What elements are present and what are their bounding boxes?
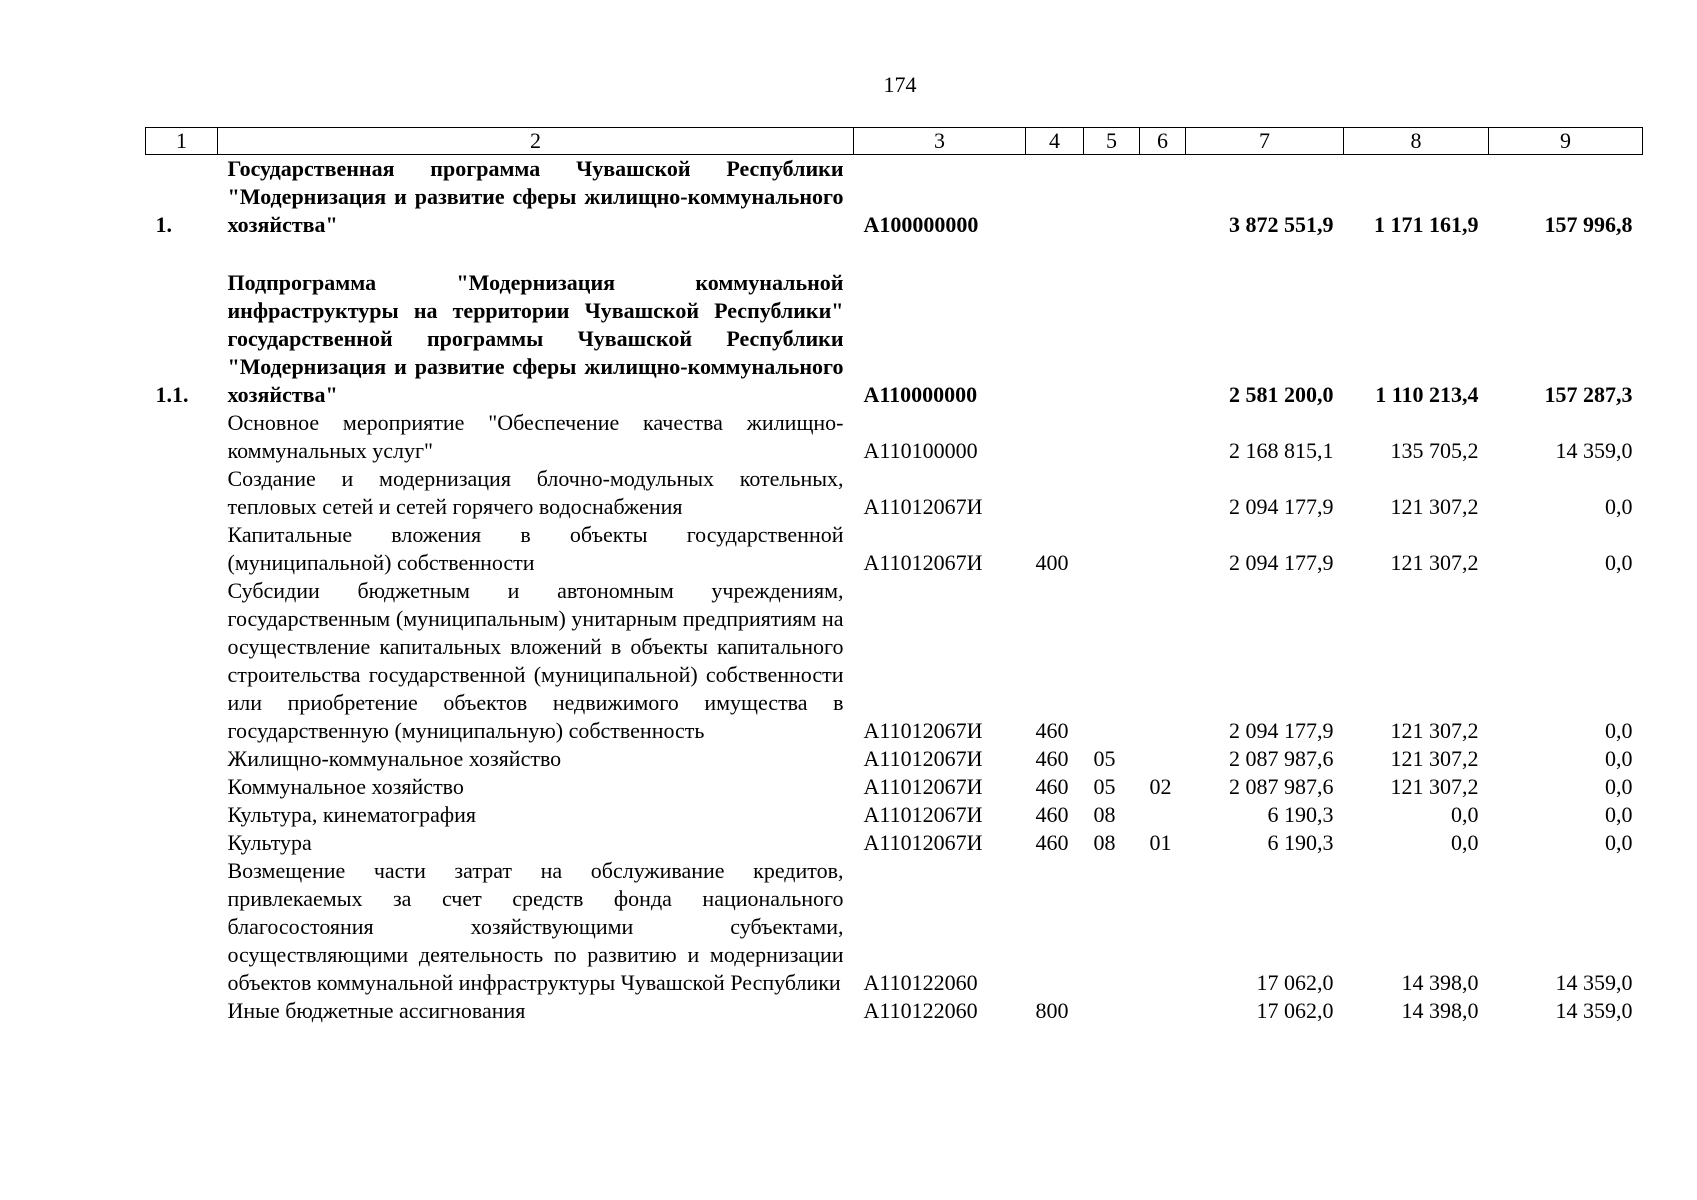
amount-cell: 6 190,3	[1267, 802, 1334, 827]
section-cell: 05	[1093, 774, 1116, 799]
table-row	[146, 521, 1643, 577]
expense-type-cell	[1026, 409, 1084, 465]
section-cell	[1084, 857, 1140, 997]
amount-cell: 121 307,2	[1390, 550, 1479, 575]
expense-type-cell	[1026, 269, 1084, 409]
target-article-code-cell: А110000000	[863, 382, 978, 407]
amount-cell: 121 307,2	[1390, 494, 1479, 519]
column-header: 8	[1344, 128, 1489, 155]
amount-cell: 121 307,2	[1390, 774, 1479, 799]
expense-type-cell: 400	[1035, 550, 1069, 575]
section-cell	[1084, 155, 1140, 240]
amount-cell: 2 168 815,1	[1229, 438, 1334, 463]
table-row	[146, 745, 1643, 773]
subsection-cell: 01	[1149, 830, 1172, 855]
row-number-cell: 1.	[155, 212, 172, 237]
column-header: 2	[218, 128, 854, 155]
amount-cell: 2 094 177,9	[1229, 718, 1334, 743]
column-header: 7	[1186, 128, 1344, 155]
row-number-cell	[146, 773, 218, 801]
amount-cell: 14 398,0	[1401, 970, 1479, 995]
amount-cell: 2 094 177,9	[1229, 494, 1334, 519]
amount-cell: 0,0	[1451, 802, 1479, 827]
section-cell	[1084, 269, 1140, 409]
target-article-code-cell: А11012067И	[863, 550, 983, 575]
target-article-code-cell: А110100000	[863, 438, 978, 463]
table-row	[146, 577, 1643, 745]
budget-table	[145, 127, 1643, 1025]
amount-cell: 0,0	[1605, 718, 1633, 743]
target-article-code-cell: А11012067И	[863, 494, 983, 519]
subsection-cell	[1140, 269, 1186, 409]
table-row	[146, 857, 1643, 997]
subsection-cell	[1140, 997, 1186, 1025]
subsection-cell	[1140, 577, 1186, 745]
amount-cell: 2 581 200,0	[1229, 382, 1334, 407]
subsection-cell	[1140, 465, 1186, 521]
row-number-cell	[146, 577, 218, 745]
amount-cell: 0,0	[1605, 494, 1633, 519]
expense-type-cell: 800	[1035, 998, 1069, 1023]
item-name-cell: Культура, кинематография	[227, 802, 477, 827]
subsection-cell: 02	[1149, 774, 1172, 799]
spacer-cell	[146, 239, 1643, 269]
amount-cell: 0,0	[1605, 802, 1633, 827]
amount-cell: 17 062,0	[1256, 998, 1334, 1023]
item-name-cell: Жилищно-коммунальное хозяйство	[227, 746, 562, 771]
section-cell	[1084, 577, 1140, 745]
target-article-code-cell: А110122060	[863, 970, 978, 995]
amount-cell: 14 398,0	[1401, 998, 1479, 1023]
column-header: 4	[1026, 128, 1084, 155]
item-name-cell: Коммунальное хозяйство	[227, 774, 464, 799]
row-number-cell	[146, 521, 218, 577]
section-cell: 08	[1093, 830, 1116, 855]
target-article-code-cell: А110122060	[863, 998, 978, 1023]
amount-cell: 6 190,3	[1267, 830, 1334, 855]
row-number-cell	[146, 997, 218, 1025]
expense-type-cell: 460	[1035, 830, 1069, 855]
subsection-cell	[1140, 521, 1186, 577]
amount-cell: 121 307,2	[1390, 718, 1479, 743]
item-name-cell: Культура	[227, 830, 312, 855]
subsection-cell	[1140, 801, 1186, 829]
column-header: 6	[1140, 128, 1186, 155]
row-number-cell	[146, 829, 218, 857]
section-cell	[1084, 997, 1140, 1025]
row-number-cell	[146, 857, 218, 997]
table-row	[146, 269, 1643, 409]
amount-cell: 2 087 987,6	[1229, 746, 1334, 771]
amount-cell: 14 359,0	[1555, 438, 1633, 463]
page-number: 174	[883, 72, 917, 97]
item-name-cell: Государственная программа Чувашской Республики "Модернизация и развитие сферы жилищно-коммунального хозяйства"	[227, 156, 844, 237]
subsection-cell	[1140, 745, 1186, 773]
row-number-cell: 1.1.	[155, 382, 189, 407]
target-article-code-cell: А11012067И	[863, 774, 983, 799]
amount-cell: 121 307,2	[1390, 746, 1479, 771]
target-article-code-cell: А100000000	[863, 212, 979, 237]
header-row	[146, 128, 1643, 155]
table-row	[146, 829, 1643, 857]
amount-cell: 1 171 161,9	[1374, 212, 1479, 237]
target-article-code-cell: А11012067И	[863, 718, 983, 743]
amount-cell: 0,0	[1451, 830, 1479, 855]
spacer-row	[146, 239, 1643, 269]
expense-type-cell	[1026, 155, 1084, 240]
amount-cell: 2 094 177,9	[1229, 550, 1334, 575]
section-cell	[1084, 521, 1140, 577]
table-row	[146, 465, 1643, 521]
item-name-cell: Подпрограмма "Модернизация коммунальной инфраструктуры на территории Чувашской Республики" государственной программы Чувашской Республики "Модернизация и развитие сферы жилищно-коммунального хозяйства"	[227, 270, 844, 407]
column-header: 3	[854, 128, 1026, 155]
column-header: 5	[1084, 128, 1140, 155]
amount-cell: 14 359,0	[1555, 998, 1633, 1023]
row-number-cell	[146, 465, 218, 521]
table-row	[146, 801, 1643, 829]
item-name-cell: Основное мероприятие "Обеспечение качества жилищно-коммунальных услуг"	[227, 410, 844, 463]
row-number-cell	[146, 745, 218, 773]
amount-cell: 0,0	[1605, 550, 1633, 575]
table-row	[146, 773, 1643, 801]
column-header: 1	[146, 128, 218, 155]
expense-type-cell	[1026, 465, 1084, 521]
amount-cell: 1 110 213,4	[1375, 382, 1479, 407]
expense-type-cell: 460	[1035, 802, 1069, 827]
item-name-cell: Капитальные вложения в объекты государственной (муниципальной) собственности	[227, 522, 844, 575]
expense-type-cell: 460	[1035, 774, 1069, 799]
table-row	[146, 155, 1643, 240]
expense-type-cell	[1026, 857, 1084, 997]
row-number-cell	[146, 409, 218, 465]
item-name-cell: Возмещение части затрат на обслуживание кредитов, привлекаемых за счет средств фонда национального благосостояния хозяйствующими субъектами, осуществляющими деятельность по развитию и модернизации объектов коммунальной инфраструктуры Чувашской Республики	[227, 858, 844, 995]
subsection-cell	[1140, 857, 1186, 997]
amount-cell: 0,0	[1605, 830, 1633, 855]
amount-cell: 2 087 987,6	[1229, 774, 1334, 799]
amount-cell: 157 287,3	[1544, 382, 1633, 407]
table-body	[146, 155, 1643, 1026]
section-cell: 05	[1093, 746, 1116, 771]
table-row	[146, 409, 1643, 465]
item-name-cell: Создание и модернизация блочно-модульных котельных, тепловых сетей и сетей горячего водоснабжения	[227, 466, 844, 519]
column-header: 9	[1489, 128, 1643, 155]
amount-cell: 0,0	[1605, 774, 1633, 799]
section-cell: 08	[1093, 802, 1116, 827]
item-name-cell: Субсидии бюджетным и автономным учреждениям, государственным (муниципальным) унитарным предприятиям на осуществление капитальных вложений в объекты капитального строительства государственной (муниципальной) собственности или приобретение объектов недвижимого имущества в государственную (муниципальную) собственность	[227, 578, 844, 743]
target-article-code-cell: А11012067И	[863, 830, 983, 855]
item-name-cell: Иные бюджетные ассигнования	[227, 998, 526, 1023]
amount-cell: 0,0	[1605, 746, 1633, 771]
expense-type-cell: 460	[1035, 718, 1069, 743]
row-number-cell	[146, 801, 218, 829]
subsection-cell	[1140, 409, 1186, 465]
section-cell	[1084, 409, 1140, 465]
section-cell	[1084, 465, 1140, 521]
expense-type-cell: 460	[1035, 746, 1069, 771]
amount-cell: 3 872 551,9	[1229, 212, 1334, 237]
subsection-cell	[1140, 155, 1186, 240]
amount-cell: 135 705,2	[1390, 438, 1479, 463]
amount-cell: 17 062,0	[1256, 970, 1334, 995]
amount-cell: 14 359,0	[1555, 970, 1633, 995]
target-article-code-cell: А11012067И	[863, 746, 983, 771]
table-row	[146, 997, 1643, 1025]
amount-cell: 157 996,8	[1544, 212, 1633, 237]
target-article-code-cell: А11012067И	[863, 802, 983, 827]
